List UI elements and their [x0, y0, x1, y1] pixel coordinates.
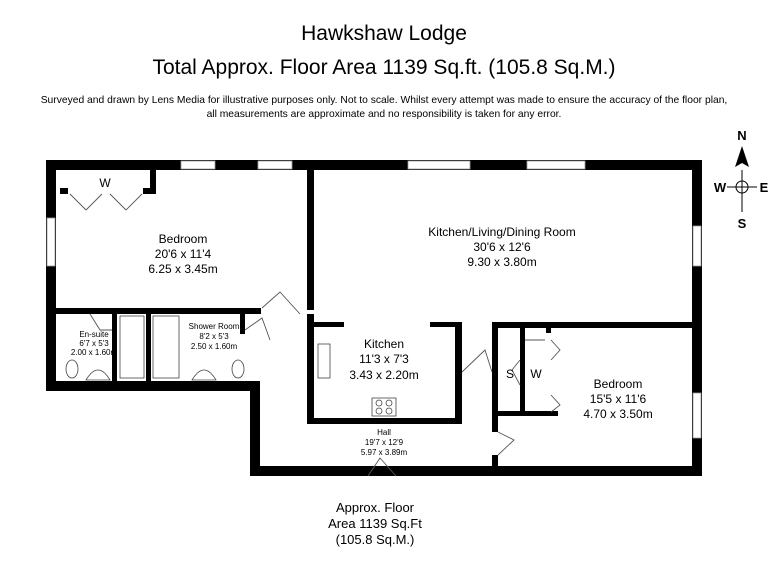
basin-shower-room [192, 370, 216, 380]
room-size-metric: 9.30 x 3.80m [467, 255, 537, 269]
room-size-metric: 2.00 x 1.60m [70, 348, 118, 357]
compass-east: E [759, 180, 768, 195]
compass-west: W [713, 180, 727, 195]
room-kitchen [349, 337, 418, 382]
hob [372, 398, 396, 416]
summary-line-2: Area 1139 Sq.Ft [328, 516, 422, 531]
room-name: Hall [377, 428, 391, 437]
north-arrow-icon [735, 146, 749, 167]
toilet-ensuite [66, 360, 78, 378]
room-name: Kitchen [363, 337, 405, 351]
room-name: En-suite [79, 330, 109, 339]
disclaimer-line-1: Surveyed and drawn by Lens Media for illustrative purposes only. Not to scale. Whilst every attempt was made to ensure the accuracy of the floor plan, [40, 95, 728, 106]
kitchen-sink [318, 344, 330, 378]
summary-line-3: (105.8 Sq.M.) [335, 532, 415, 547]
wardrobe-marker: W [530, 367, 542, 381]
interior-walls [56, 170, 692, 466]
compass-south: S [737, 216, 747, 231]
room-name: Shower Room [188, 322, 240, 331]
toilet-shower-room [232, 360, 244, 378]
room-shower [189, 322, 240, 351]
area-summary [300, 500, 450, 548]
summary-line-1: Approx. Floor [335, 500, 415, 515]
room-size-imperial: 19'7 x 12'9 [364, 438, 404, 447]
room-size-imperial: 11'3 x 7'3 [359, 352, 409, 366]
room-size-imperial: 30'6 x 12'6 [473, 240, 531, 254]
plan-title: Hawkshaw Lodge [301, 22, 467, 45]
compass-north: N [737, 128, 747, 143]
room-size-metric: 5.97 x 3.89m [360, 448, 408, 457]
room-size-metric: 2.50 x 1.60m [190, 342, 238, 351]
room-size-metric: 6.25 x 3.45m [148, 262, 218, 276]
room-name: Bedroom [593, 377, 643, 391]
room-bedroom-1 [148, 232, 217, 276]
shower-tray-ensuite [120, 316, 144, 378]
room-name: Bedroom [158, 232, 208, 246]
basin-ensuite [86, 370, 110, 380]
room-size-imperial: 15'5 x 11'6 [589, 392, 647, 406]
room-bedroom-2 [583, 377, 652, 421]
room-size-imperial: 6'7 x 5'3 [79, 339, 109, 348]
room-size-metric: 4.70 x 3.50m [583, 407, 653, 421]
shower-tray-shower-room [153, 316, 179, 378]
wardrobe-marker: W [99, 176, 111, 190]
room-ensuite [71, 330, 118, 357]
compass [714, 128, 768, 231]
total-floor-area: Total Approx. Floor Area 1139 Sq.ft. (105.8 Sq.M.) [152, 56, 616, 79]
disclaimer-line-2: all measurements are approximate and no responsibility is taken for any error. [206, 109, 562, 120]
room-living [428, 225, 575, 269]
store-marker: S [505, 367, 515, 381]
room-hall [361, 428, 408, 457]
room-size-imperial: 8'2 x 5'3 [199, 332, 229, 341]
room-name: Kitchen/Living/Dining Room [428, 225, 576, 239]
room-size-imperial: 20'6 x 11'4 [154, 247, 212, 261]
room-size-metric: 3.43 x 2.20m [349, 368, 419, 382]
